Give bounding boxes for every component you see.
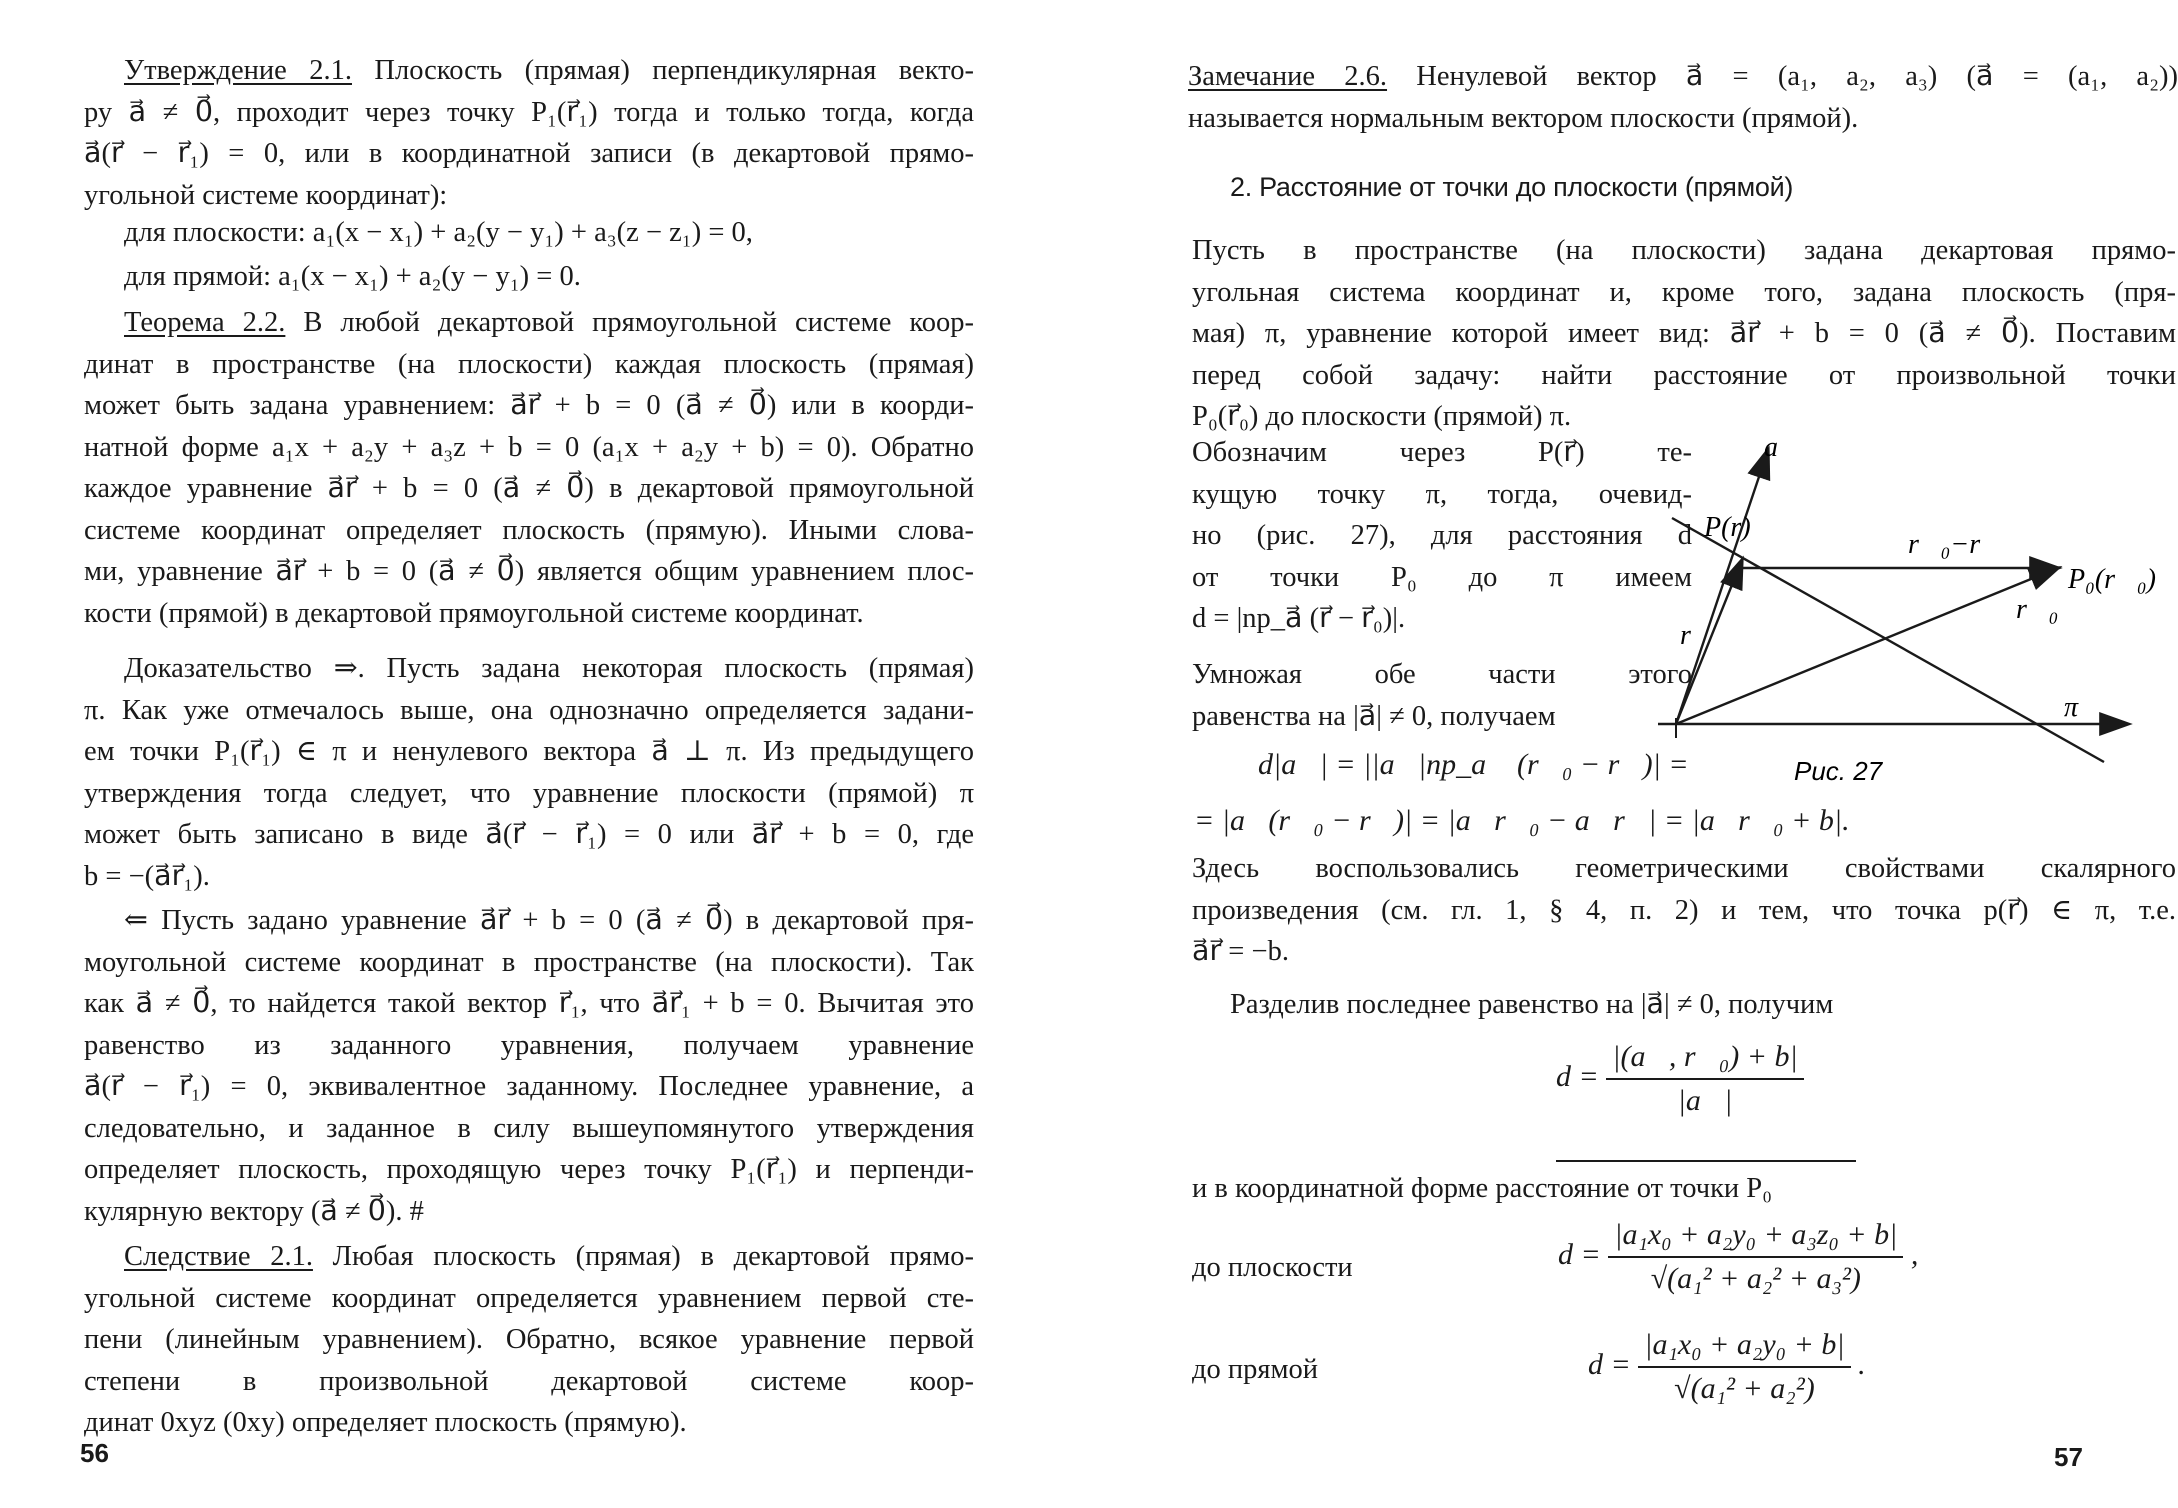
heading-underlined: Теорема 2.2. bbox=[124, 307, 286, 338]
side-paragraph-2 bbox=[1192, 654, 1692, 737]
text-line: каждое уравнение a⃗r⃗ + b = 0 (a⃗ ≠ 0⃗) в декартовой прямоугольной bbox=[84, 473, 974, 504]
fraction bbox=[1606, 1040, 1804, 1118]
d-label: d = bbox=[1556, 1059, 1599, 1093]
page-number-right: 57 bbox=[2054, 1442, 2083, 1472]
text-line: ем точки P₁(r⃗₁) ∈ π и ненулевого вектора a⃗ ⊥ π. Из предыдущего bbox=[84, 736, 974, 767]
heading-underlined: Следствие 2.1. bbox=[124, 1241, 313, 1272]
left-paragraph bbox=[84, 302, 974, 634]
text-line: Обозначим через P(r⃗) те- bbox=[1192, 437, 1692, 468]
d-label: d = bbox=[1558, 1237, 1601, 1271]
denominator: √(a₁² + a₂² + a₃²) bbox=[1650, 1262, 1861, 1295]
text-line: от точки P₀ до π имеем bbox=[1192, 561, 1692, 593]
text-line: Разделив последнее равенство на |a⃗| ≠ 0, получим bbox=[1230, 989, 1834, 1020]
text-line: динат 0xyz (0xy) определяет плоскость (прямую). bbox=[84, 1407, 687, 1438]
left-paragraph bbox=[84, 1236, 974, 1444]
vector-a bbox=[1676, 450, 1768, 724]
text-line: следовательно, и заданное в силу вышеупомянутого утверждения bbox=[84, 1112, 974, 1144]
after-paragraph bbox=[1192, 848, 2176, 973]
figure-27-diagram bbox=[1628, 432, 2168, 798]
denominator: |a⃗| bbox=[1677, 1084, 1733, 1117]
text-line: Утверждение 2.1. Плоскость (прямая) перпендикулярная векто- bbox=[124, 55, 974, 86]
left-paragraph bbox=[84, 50, 974, 216]
text-line: как a⃗ ≠ 0⃗, то найдется такой вектор r⃗₁, что a⃗r⃗₁ + b = 0. Вычитая это bbox=[84, 988, 974, 1019]
text-line: может быть записано в виде a⃗(r⃗ − r⃗₁) = 0 или a⃗r⃗ + b = 0, где bbox=[84, 819, 974, 850]
text-line: равенства на |a⃗| ≠ 0, получаем bbox=[1192, 700, 1556, 732]
text-line: a⃗r⃗ = −b. bbox=[1192, 936, 1289, 967]
label-P0: P₀(r⃗₀) bbox=[2068, 564, 2156, 595]
left-paragraph bbox=[84, 648, 974, 897]
text-line: Замечание 2.6. Ненулевой вектор a⃗ = (a₁, a₂, a₃) (a⃗ = (a₁, a₂)) bbox=[1188, 61, 2178, 92]
text-line: моугольной системе координат в пространстве (на плоскости). Так bbox=[84, 946, 974, 978]
page-number-left: 56 bbox=[80, 1438, 109, 1468]
text-line: Умножая обе части этого bbox=[1192, 659, 1692, 690]
to-plane-label: до плоскости bbox=[1192, 1252, 1353, 1283]
label-pi: π bbox=[2064, 692, 2079, 723]
text-line: для прямой: a₁(x − x₁) + a₂(y − y₁) = 0. bbox=[124, 261, 581, 292]
distance-formula-plane bbox=[1558, 1218, 1918, 1296]
text-line: системе координат определяет плоскость (прямую). Иными слова- bbox=[84, 514, 974, 546]
text-line: кулярную вектору (a⃗ ≠ 0⃗). # bbox=[84, 1195, 424, 1227]
intro-paragraph bbox=[1192, 230, 2176, 438]
text-line: для плоскости: a₁(x − x₁) + a₂(y − y₁) + a₃(z − z₁) = 0, bbox=[124, 217, 753, 248]
equation-2: = |a⃗(r⃗₀ − r⃗)| = |a⃗r⃗₀ − a⃗r⃗| = |a⃗r⃗₀ + b|. bbox=[1194, 804, 1850, 837]
line-pi bbox=[1672, 518, 2104, 762]
denominator: √(a₁² + a₂²) bbox=[1674, 1372, 1815, 1405]
text-line: натной форме a₁x + a₂y + a₃z + b = 0 (a₁x + a₂y + b) = 0). Обратно bbox=[84, 431, 974, 463]
fraction bbox=[1638, 1328, 1850, 1406]
text-line: кущую точку π, тогда, очевид- bbox=[1192, 478, 1692, 510]
distance-formula-vector bbox=[1556, 1040, 1804, 1118]
heading-underlined: Замечание 2.6. bbox=[1188, 61, 1388, 92]
text-line: угольная система координат и, кроме того, задана плоскость (пря- bbox=[1192, 276, 2176, 308]
text-line: a⃗(r⃗ − r⃗₁) = 0, эквивалентное заданному. Последнее уравнение, а bbox=[84, 1071, 974, 1102]
label-a: a⃗ bbox=[1764, 432, 1800, 463]
text-line: b = −(a⃗r⃗₁). bbox=[84, 860, 210, 892]
period: . bbox=[1858, 1347, 1866, 1381]
numerator: |a₁x₀ + a₂y₀ + a₃z₀ + b| bbox=[1608, 1218, 1903, 1258]
text-line: Следствие 2.1. Любая плоскость (прямая) в декартовой прямо- bbox=[124, 1241, 974, 1272]
d-label: d = bbox=[1588, 1347, 1631, 1381]
text-line: π. Как уже отмечалось выше, она однозначно определяется задани- bbox=[84, 694, 974, 726]
text-line: динат в пространстве (на плоскости) каждая плоскость (прямая) bbox=[84, 348, 974, 380]
text-line: ми, уравнение a⃗r⃗ + b = 0 (a⃗ ≠ 0⃗) является общим уравнением плос- bbox=[84, 556, 974, 587]
left-paragraph bbox=[84, 256, 974, 298]
text-line: P₀(r⃗₀) до плоскости (прямой) π. bbox=[1192, 401, 1572, 432]
text-line: угольной системе координат): bbox=[84, 179, 448, 211]
text-line: Здесь воспользовались геометрическими свойствами скалярного bbox=[1192, 853, 2176, 884]
text-line: мая) π, уравнение которой имеет вид: a⃗r⃗ + b = 0 (a⃗ ≠ 0⃗). Поставим bbox=[1192, 318, 2176, 349]
text-line: ру a⃗ ≠ 0⃗, проходит через точку P₁(r⃗₁) тогда и только тогда, когда bbox=[84, 96, 974, 128]
text-line: и в координатной форме расстояние от точки P₀ bbox=[1192, 1173, 1773, 1204]
page-57 bbox=[1088, 0, 2176, 1508]
text-line: Доказательство ⇒. Пусть задана некоторая плоскость (прямая) bbox=[124, 653, 974, 684]
label-r0: r⃗₀ bbox=[2016, 594, 2059, 625]
text-line: но (рис. 27), для расстояния d bbox=[1192, 520, 1692, 551]
text-line: угольной системе координат определяется уравнением первой сте- bbox=[84, 1282, 974, 1314]
text-line: перед собой задачу: найти расстояние от произвольной точки bbox=[1192, 359, 2176, 391]
text-line: утверждения тогда следует, что уравнение плоскости (прямой) π bbox=[84, 777, 974, 809]
text-line: кости (прямой) в декартовой прямоугольной системе координат. bbox=[84, 597, 864, 629]
text-line: d = |np_a⃗ (r⃗ − r⃗₀)|. bbox=[1192, 603, 1406, 634]
rule-divider bbox=[1556, 1160, 1856, 1162]
text-line: Теорема 2.2. В любой декартовой прямоугольной системе коор- bbox=[124, 307, 974, 338]
figure-27 bbox=[1628, 432, 2168, 798]
heading-underlined: Утверждение 2.1. bbox=[124, 55, 352, 86]
side-paragraph bbox=[1192, 432, 1692, 640]
label-r: r⃗ bbox=[1680, 620, 1713, 651]
figure-caption: Рис. 27 bbox=[1794, 756, 1883, 786]
section-title: 2. Расстояние от точки до плоскости (прямой) bbox=[1230, 172, 1794, 202]
left-paragraph bbox=[84, 212, 974, 254]
coord-form-line bbox=[1192, 1168, 2092, 1210]
equation-1: d|a⃗| = ||a⃗|np_a⃗ (r⃗₀ − r⃗)| = bbox=[1258, 748, 1689, 781]
comma: , bbox=[1910, 1237, 1919, 1271]
text-line: a⃗(r⃗ − r⃗₁) = 0, или в координатной записи (в декартовой прямо- bbox=[84, 138, 974, 169]
numerator: |a₁x₀ + a₂y₀ + b| bbox=[1638, 1328, 1850, 1368]
text-line: ⇐ Пусть задано уравнение a⃗r⃗ + b = 0 (a⃗ ≠ 0⃗) в декартовой пря- bbox=[124, 905, 974, 936]
remark-2-6 bbox=[1188, 56, 2178, 139]
to-line-label: до прямой bbox=[1192, 1354, 1319, 1385]
distance-formula-line bbox=[1588, 1328, 1866, 1406]
text-line: пени (линейным уравнением). Обратно, всякое уравнение первой bbox=[84, 1324, 974, 1355]
fraction bbox=[1608, 1218, 1903, 1296]
page-56 bbox=[0, 0, 1088, 1508]
divide-line bbox=[1230, 984, 2130, 1026]
text-line: определяет плоскость, проходящую через точку P₁(r⃗₁) и перпенди- bbox=[84, 1154, 974, 1185]
text-line: произведения (см. гл. 1, § 4, п. 2) и тем, что точка p(r⃗) ∈ π, т.е. bbox=[1192, 894, 2176, 926]
text-line: Пусть в пространстве (на плоскости) задана декартовая прямо- bbox=[1192, 235, 2176, 266]
left-paragraph bbox=[84, 900, 974, 1232]
label-r0-minus-r: r⃗₀−r⃗ bbox=[1908, 529, 2002, 560]
text-line: равенство из заданного уравнения, получаем уравнение bbox=[84, 1029, 974, 1061]
text-line: может быть задана уравнением: a⃗r⃗ + b = 0 (a⃗ ≠ 0⃗) или в коорди- bbox=[84, 390, 974, 421]
vector-r0 bbox=[1676, 568, 2058, 724]
text-line: называется нормальным вектором плоскости (прямой). bbox=[1188, 102, 1859, 134]
text-line: степени в произвольной декартовой системе коор- bbox=[84, 1365, 974, 1397]
label-P: P(r) bbox=[1704, 512, 1751, 543]
numerator: |(a⃗, r⃗₀) + b| bbox=[1606, 1040, 1804, 1080]
